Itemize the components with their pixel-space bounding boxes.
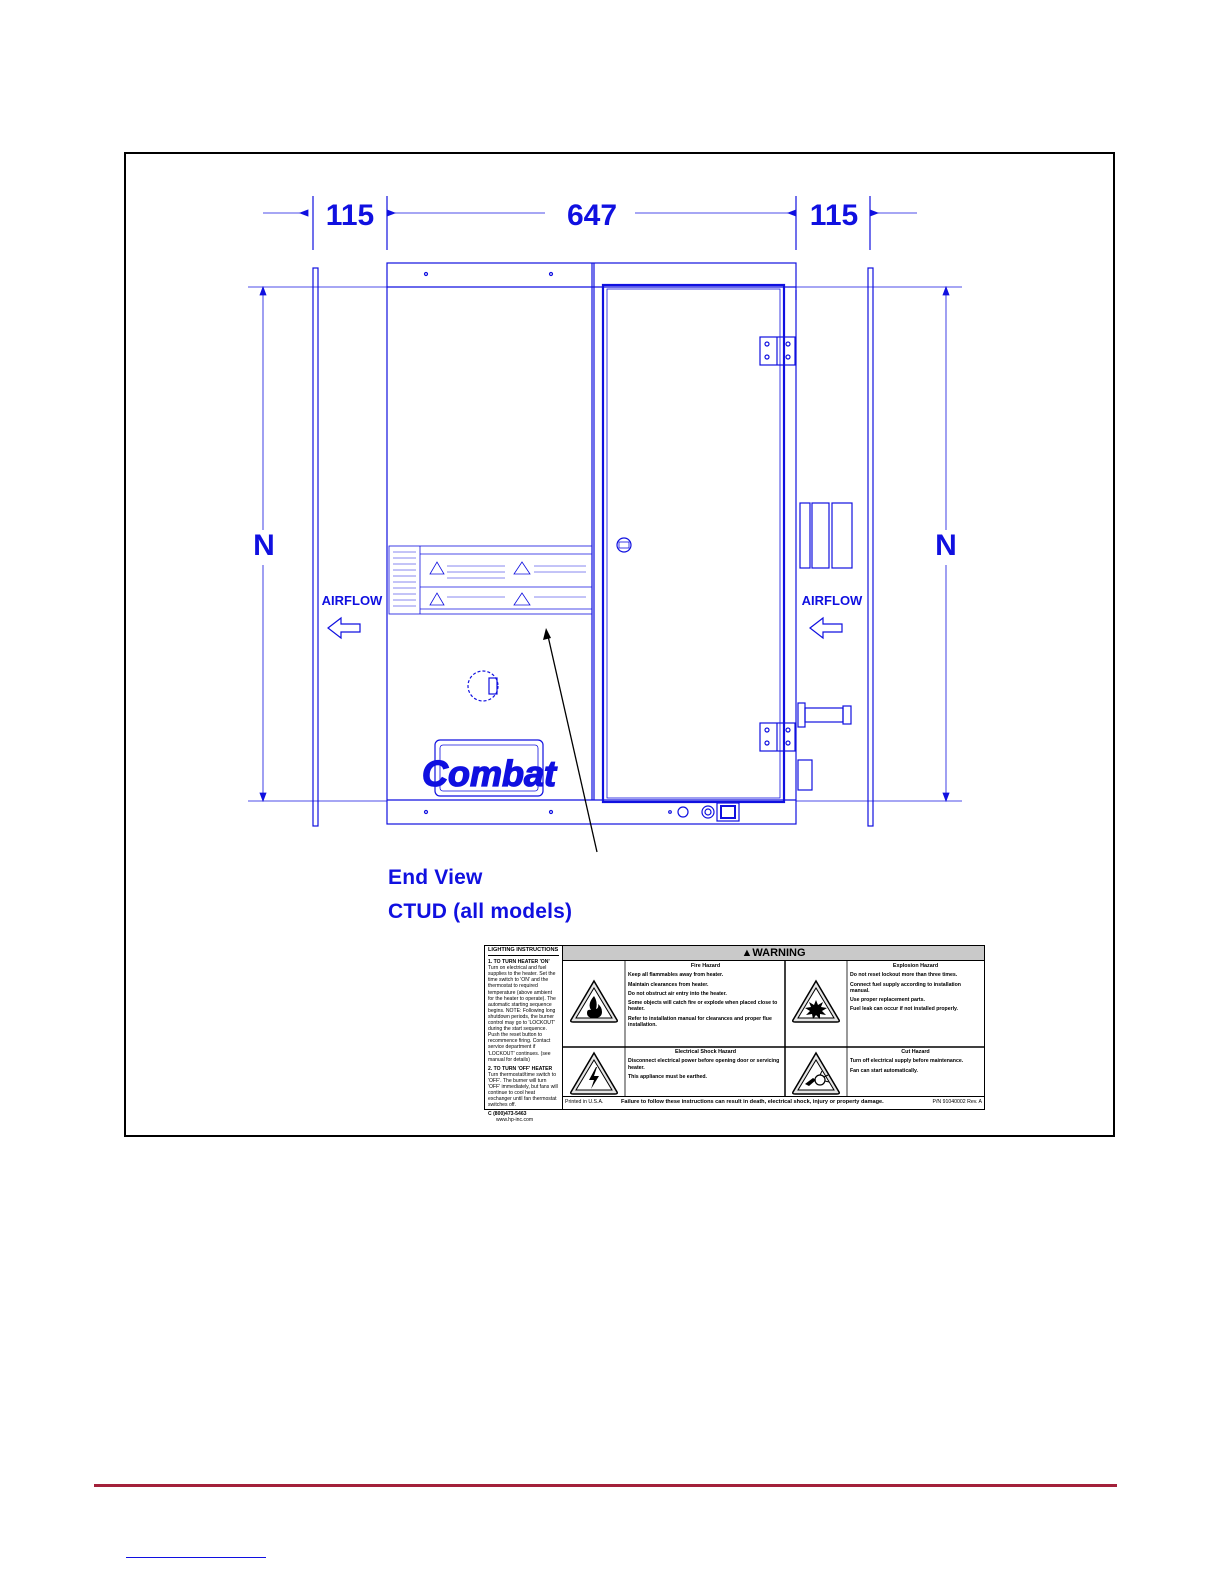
fire-hazard-text [628,962,783,1031]
explosion-item: Use proper replacement parts. [850,997,925,1004]
access-door [603,285,784,802]
warning-label [484,945,985,1124]
warning-header: ▲WARNING [563,946,984,961]
fire-item: Do not obstruct air entry into the heater. [628,990,727,997]
explosion-hazard-title: Explosion Hazard [892,963,939,969]
explosion-hazard-icon [790,978,842,1024]
fire-item: Some objects will catch fire or explode when placed close to heater. [628,1000,778,1013]
explosion-hazard-text [850,962,981,1016]
inspection-port [468,671,498,701]
explosion-item: Do not reset lockout more than three times. [850,972,958,979]
mini-warning-label [389,546,592,614]
caption-model: CTUD (all models) [388,900,573,923]
label-footer [563,1096,984,1109]
shock-item: Disconnect electrical power before opening door or servicing heater. [628,1058,780,1071]
leader-line [548,636,597,852]
part-number: P/N 91040002 Rev. A [932,1099,982,1105]
right-side-panel [868,268,873,826]
dim-right-offset: 115 [809,199,859,232]
fire-item: Refer to installation manual for clearances and proper flue installation. [628,1015,772,1029]
electrical-shock-icon [568,1050,620,1096]
airflow-label-right: AIRFLOW [801,593,863,608]
upper-hinge [760,337,795,365]
fire-item: Maintain clearances from heater. [628,981,709,988]
airflow-label-left: AIRFLOW [321,593,383,608]
junction-box [798,760,812,790]
lighting-step1-text: Turn on electrical and fuel supplies to the heater. Set the time switch to 'ON' and the thermostat to required temperature (above ambient for the heater to operate). The automatic starting sequence begins. NOTE: Following long shutdown periods, the burner control may go to 'LOCKOUT' during the start sequence. Push the reset button to recommence firing. Contact service department if 'LOCKOUT' continues. (see manual for details) [488,965,556,1063]
cut-hazard-icon [790,1050,842,1096]
shock-item: This appliance must be earthed. [628,1073,707,1080]
lighting-step1-title: 1. TO TURN HEATER 'ON' [488,959,550,966]
right-side-duct [800,503,810,568]
lighting-instructions [485,946,563,1124]
lighting-phone: C (800)473-5463 [488,1111,527,1118]
dim-height-right: N [935,529,957,562]
lighting-step2-title: 2. TO TURN 'OFF' HEATER [488,1065,553,1072]
cut-hazard-title: Cut Hazard [901,1049,930,1055]
cut-item: Turn off electrical supply before maintenance. [850,1058,964,1065]
lighting-title: LIGHTING INSTRUCTIONS [488,947,559,956]
cut-item: Fan can start automatically. [850,1067,918,1074]
shock-hazard-text [628,1048,783,1083]
printed-in: Printed in U.S.A. [565,1099,604,1105]
gas-inlet-pipe [805,708,843,722]
footer-link-underline [126,1557,266,1558]
lighting-website: www.hp-inc.com [496,1117,534,1124]
caption-title: End View [388,866,483,889]
failure-warning: Failure to follow these instructions can result in death, electrical shock, injury or property damage. [621,1099,884,1105]
fire-item: Keep all flammables away from heater. [628,972,724,979]
explosion-item: Fuel leak can occur if not installed properly. [850,1006,959,1013]
fire-hazard-title: Fire Hazard [690,963,721,969]
brand-logo-text: Combat [422,753,556,794]
dim-left-offset: 115 [325,199,375,232]
airflow-arrow-left [328,618,360,638]
label-main [563,946,984,1109]
dim-height-left: N [253,529,275,562]
cut-hazard-text [850,1048,981,1077]
shock-hazard-title: Electrical Shock Hazard [674,1049,737,1055]
explosion-item: Connect fuel supply according to installation manual. [850,981,961,994]
airflow-arrow-right [810,618,842,638]
dim-width: 647 [566,199,618,232]
control-knob [678,807,688,817]
left-side-panel [313,268,318,826]
lower-hinge [760,723,795,751]
lighting-step2-text: Turn thermostat/time switch to 'OFF'. The burner will turn 'OFF' immediately, but fans will continue to cool heat exchanger until fan thermostat switches off. [488,1071,558,1109]
footer-rule [94,1484,1117,1487]
fire-hazard-icon [568,978,620,1024]
